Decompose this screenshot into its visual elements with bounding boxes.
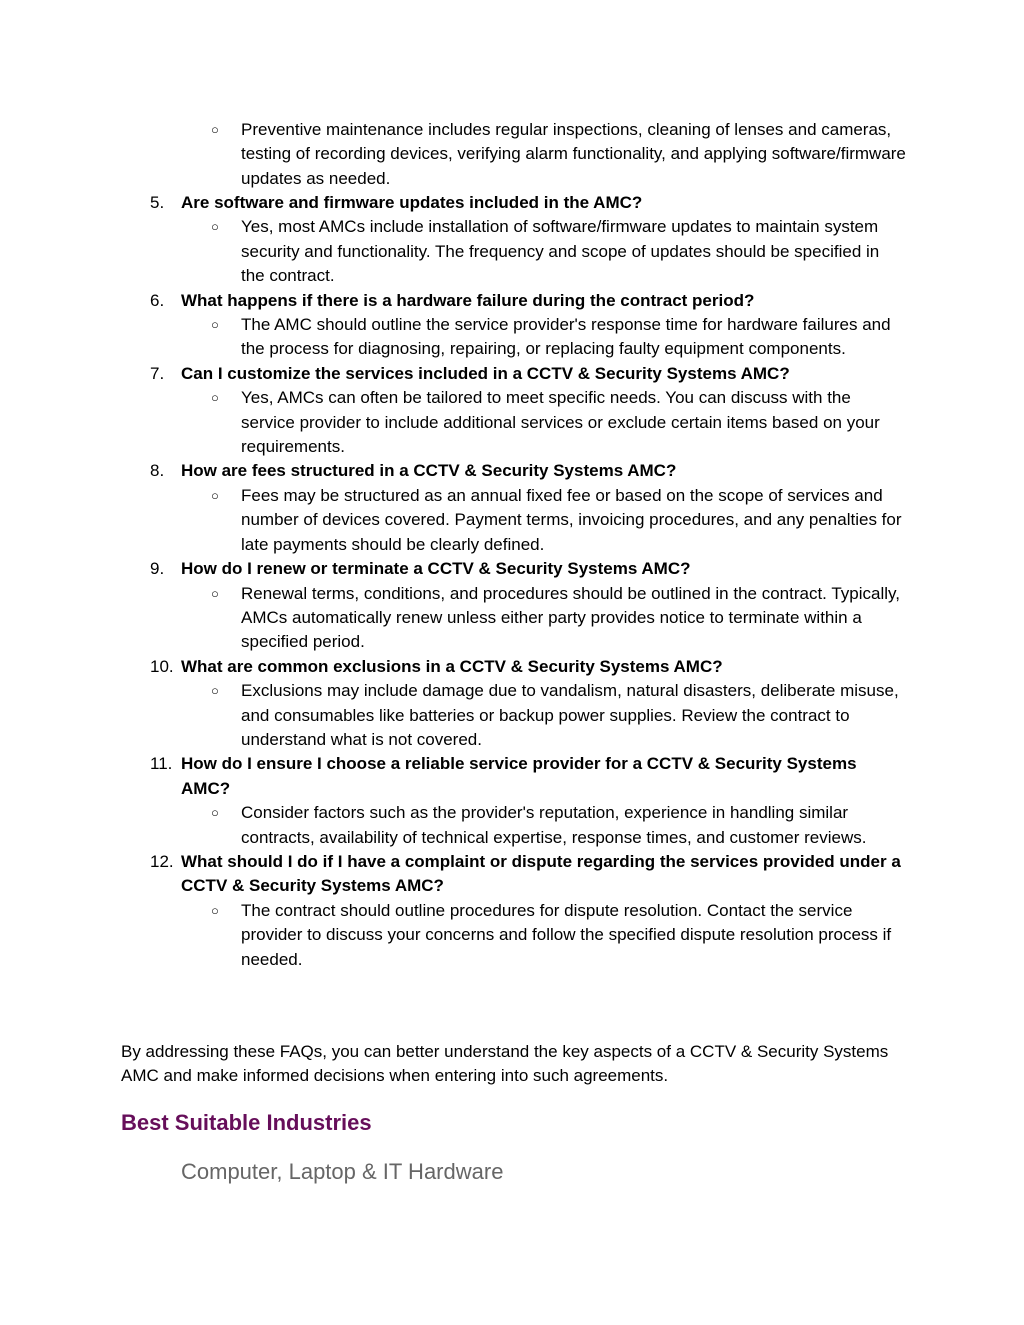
faq-answer [0,313,906,362]
faq-answer-text: Yes, AMCs can often be tailored to meet specific needs. You can discuss with the service provider to include additional services or exclude certain items based on your requirements. [241,388,880,457]
faq-question-text: What should I do if I have a complaint or dispute regarding the services provided under a CCTV & Security Systems AMC? [181,851,901,896]
hollow-bullet-icon: ○ [211,683,219,699]
faq-answer [0,484,906,557]
hollow-bullet-icon: ○ [211,585,219,601]
section-heading: Best Suitable Industries [121,1110,372,1135]
industry-item: Computer, Laptop & IT Hardware [181,1159,504,1184]
faq-answer [0,386,906,459]
faq-answer-text: Yes, most AMCs include installation of software/firmware updates to maintain system security and functionality. The frequency and scope of updates should be specified in the contract. [241,217,880,286]
faq-question [0,362,906,386]
faq-answer-text: Consider factors such as the provider's reputation, experience in handling similar contracts, availability of technical expertise, response times, and customer reviews. [241,803,867,847]
faq-answer-text: Renewal terms, conditions, and procedures should be outlined in the contract. Typically, AMCs automatically renew unless either party provides notice to terminate within a specified period. [241,583,900,652]
faq-question-text: How do I ensure I choose a reliable service provider for a CCTV & Security Systems AMC? [181,754,857,798]
faq-answer [0,215,906,288]
faq-item [0,362,1024,460]
faq-number: 11. [150,754,173,774]
answer-text: Preventive maintenance includes regular inspections, cleaning of lenses and cameras, testing of recording devices, verifying alarm functionality, and applying software/firmware updates as needed. [241,120,906,188]
faq-answer-text: Fees may be structured as an annual fixed fee or based on the scope of services and number of devices covered. Payment terms, invoicing procedures, and any penalties for late payments should be clearly defined. [241,485,902,554]
faq-item [0,289,1024,362]
faq-question-text: How are fees structured in a CCTV & Security Systems AMC? [181,461,677,481]
faq-question [0,557,906,581]
faq-question-text: How do I renew or terminate a CCTV & Security Systems AMC? [181,559,691,579]
faq-question [0,655,906,679]
faq-answer-text: The contract should outline procedures for dispute resolution. Contact the service provider to discuss your concerns and follow the specified dispute resolution process if needed. [241,900,892,969]
hollow-bullet-icon: ○ [211,390,219,406]
faq-question [0,191,906,215]
faq-question-text: Can I customize the services included in a CCTV & Security Systems AMC? [181,363,790,383]
faq-item [0,459,1024,557]
faq-list [0,191,1024,972]
faq-question [0,289,906,313]
faq-question [0,850,906,899]
faq-number: 7. [150,363,165,383]
faq-question-text: What are common exclusions in a CCTV & Security Systems AMC? [181,656,723,676]
hollow-bullet-icon: ○ [211,902,219,918]
faq-number: 8. [150,461,165,481]
faq-answer [0,801,906,850]
hollow-bullet-icon: ○ [211,317,219,333]
faq-question-text: Are software and firmware updates included in the AMC? [181,193,643,212]
faq-item [0,557,1024,655]
faq-number: 6. [150,290,165,310]
hollow-bullet-icon: ○ [211,805,219,821]
faq-answer-text: The AMC should outline the service provider's response time for hardware failures and the process for diagnosing, repairing, or replacing faulty equipment components. [241,315,891,359]
faq-question [0,752,906,801]
faq-question-text: What happens if there is a hardware failure during the contract period? [181,290,755,310]
faq-item [0,191,1024,289]
faq-item [0,655,1024,753]
faq-answer [0,582,906,655]
answer-text-block [0,118,906,191]
faq-number: 10. [150,656,174,676]
faq-answer [0,899,906,972]
hollow-bullet-icon: ○ [211,487,219,503]
faq-item [0,752,1024,850]
faq-number: 12. [150,851,174,871]
faq-number: 5. [150,193,165,212]
hollow-bullet-icon: ○ [211,219,219,235]
faq-question [0,459,906,483]
faq-number: 9. [150,559,165,579]
faq-4-answer [0,118,1024,191]
faq-answer [0,679,906,752]
closing-paragraph: By addressing these FAQs, you can better understand the key aspects of a CCTV & Security Systems AMC and make informed decisions when entering into such agreements. [121,1042,889,1086]
faq-answer-text: Exclusions may include damage due to vandalism, natural disasters, deliberate misuse, and consumables like batteries or backup power supplies. Review the contract to understand what is not covered. [241,681,899,749]
faq-item [0,850,1024,972]
hollow-bullet-icon: ○ [211,122,219,137]
